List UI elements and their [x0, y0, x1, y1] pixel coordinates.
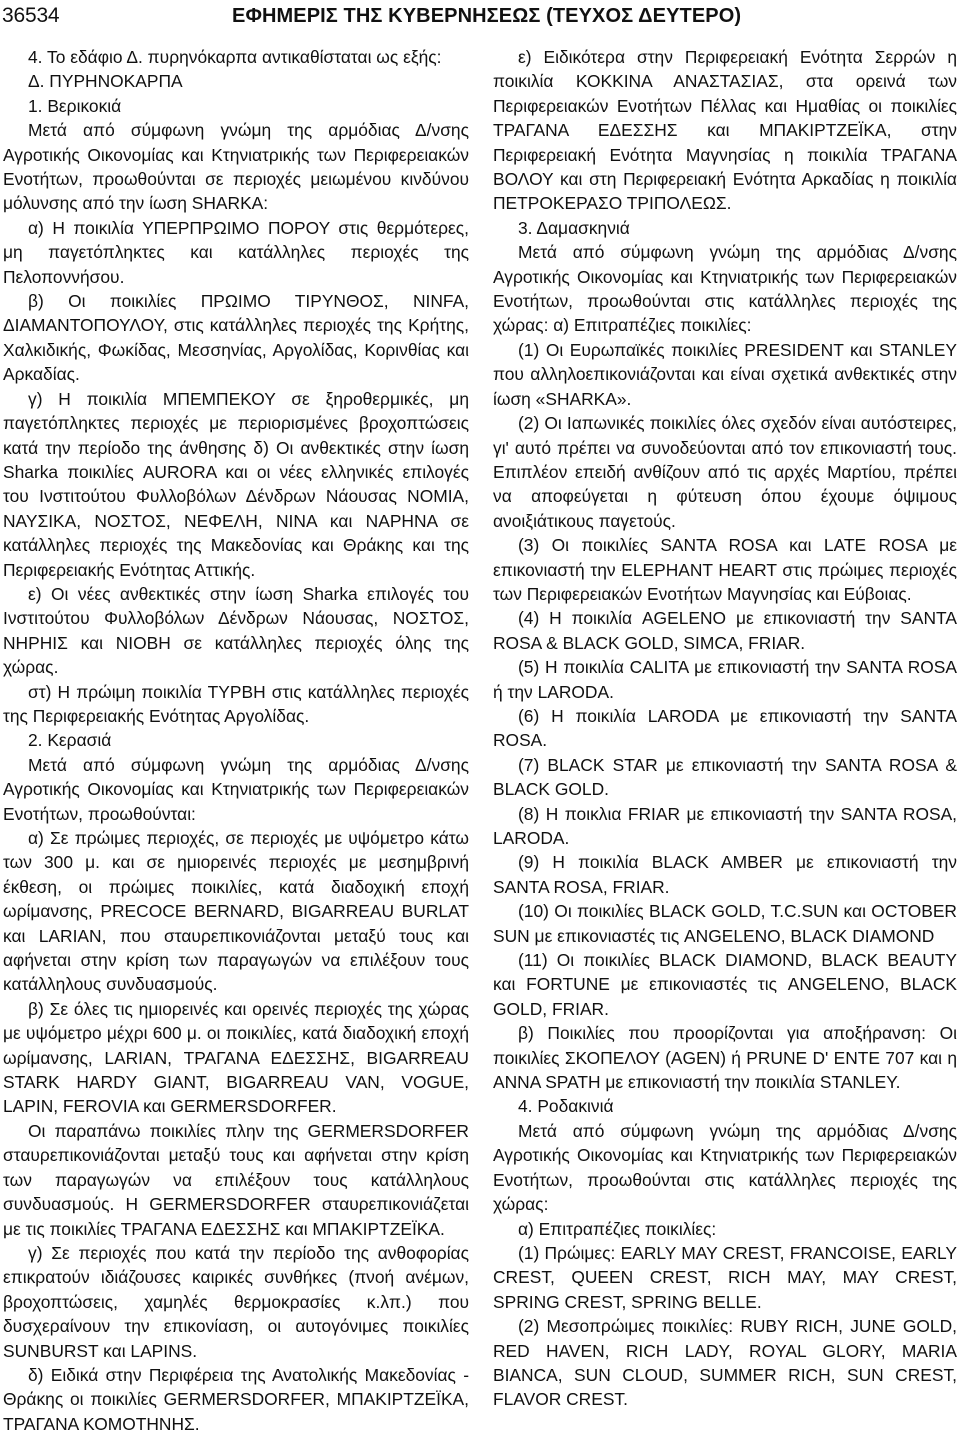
paragraph: 1. Βερικοκιά [28, 95, 122, 116]
paragraph: Δ. ΠΥΡΗΝΟΚΑΡΠΑ [28, 71, 183, 92]
paragraph: Μετά από σύμφωνη γνώμη της αρμόδιας Δ/νσης Αγροτικής Οικονομίας και Κτηνιατρικής των Περιφερειακών Ενοτήτων, προωθούνται: [3, 754, 469, 824]
paragraph: (2) Μεσοπρώιμες ποικιλίες: RUBY RICH, JUNE GOLD, RED HAVEN, RICH LADY, ROYAL GLORY, MARIA BIANCA, SUN CLOUD, SUMMER RICH, SUN CREST, FLAVOR CREST. [493, 1316, 957, 1410]
paragraph: β) Σε όλες τις ημιορεινές και ορεινές περιοχές της χώρας με υψόμετρο μέχρι 600 μ. οι ποικιλίες, κατά διαδοχική εποχή ωρίμανσης, LARIAN, ΤΡΑΓΑΝΑ ΕΔΕΣΣΗΣ, BIGARREAU STARK HARDY GIANT, BIGARREAU VAN, VOGUE, LAPIN, FEROVIA και GERMERSDORFER. [3, 998, 469, 1117]
paragraph: (10) Οι ποικιλίες BLACK GOLD, T.C.SUN και OCTOBER SUN με επικονιαστές τις ANGELENO, BLACK DIAMOND [493, 901, 957, 946]
paragraph: (8) Η ποικλια FRIAR με επικονιαστή την SANTA ROSA, LARODA. [493, 803, 957, 848]
paragraph: (1) Οι Ευρωπαϊκές ποικιλίες PRESIDENT και STANLEY που αλληλοεπικονιάζονται και είναι σχετικά ανθεκτικές στην ίωση «SHARKA». [493, 339, 957, 409]
paragraph: 4. Ροδακινιά [518, 1096, 614, 1117]
paragraph: ε) Οι νέες ανθεκτικές στην ίωση Sharka επιλογές του Ινστιτούτου Φυλλοβόλων Δένδρων Νάουσας, ΝΟΣΤΟΣ, ΝΗΡΗΙΣ και ΝΙΟΒΗ σε κατάλληλες περιοχές όλης της χώρας. [3, 583, 469, 678]
paragraph: (1) Πρώιμες: EARLY MAY CREST, FRANCOISE, EARLY CREST, QUEEN CREST, RICH MAY, MAY CREST, SPRING CREST, SPRING BELLE. [493, 1242, 957, 1312]
paragraph: στ) Η πρώιμη ποικιλία ΤΥΡΒΗ στις κατάλληλες περιοχές της Περιφερειακής Ενότητας Αργολίδας. [3, 681, 469, 726]
paragraph: (5) Η ποικιλία CALITA με επικονιαστή την SANTA ROSA ή την LARODA. [493, 657, 957, 702]
paragraph: γ) Η ποικιλία ΜΠΕΜΠΕΚΟΥ σε ξηροθερμικές, μη παγετόπληκτες περιοχές με περιορισμένες βροχοπτώσεις κατά την περίοδο της άνθησης δ) Οι ανθεκτικές στην ίωση Sharka ποικιλίες AURORA και οι νέες ελληνικές επιλογές του Ινστιτούτου Φυλλοβόλων Δένδρων Νάουσας ΝΟΜΙΑ, ΝΑΥΣΙΚΑ, ΝΟΣΤΟΣ, ΝΕΦΕΛΗ, ΝΙΝΑ και ΝΑΡΗΝΑ σε κατάλληλες περιοχές της Μακεδονίας και Θράκης και της Περιφερειακής Ενότητας Αττικής. [3, 388, 469, 580]
paragraph: (6) Η ποικιλία LARODA με επικονιαστή την SANTA ROSA. [493, 705, 957, 751]
journal-title: ΕΦΗΜΕΡΙΣ ΤΗΣ ΚΥΒΕΡΝΗΣΕΩΣ (ΤΕΥΧΟΣ ΔΕΥΤΕΡΟ) [232, 5, 742, 27]
paragraph: β) Οι ποικιλίες ΠΡΩΙΜΟ ΤΙΡΥΝΘΟΣ, NINFA, ΔΙΑΜΑΝΤΟΠΟΥΛΟΥ, στις κατάλληλες περιοχές της Κρήτης, Χαλκιδικής, Φωκίδας, Μεσσηνίας, Αργολίδας, Κορινθίας και Αρκαδίας. [3, 291, 469, 385]
left-column [3, 45, 469, 1436]
paragraph: α) Επιτραπέζιες ποικιλίες: [518, 1218, 717, 1239]
paragraph: 4. Το εδάφιο Δ. πυρηνόκαρπα αντικαθίσταται ως εξής: [28, 47, 442, 67]
paragraph: (3) Οι ποικιλίες SANTA ROSA και LATE ROSA με επικονιαστή την ELEPHANT HEART στις πρώιμες περιοχές των Περιφερειακών Ενοτήτων Μαγνησίας και Εύβοιας. [493, 535, 957, 604]
paragraph: (7) BLACK STAR με επικονιαστή την SANTA ROSA & BLACK GOLD. [493, 754, 957, 800]
paragraph: Οι παραπάνω ποικιλίες πλην της GERMERSDORFER σταυρεπικονιάζονται μεταξύ τους και αφήνεται στην κρίση των παραγωγών να επιλέξουν τους κατάλληλους συνδυασμούς. Η GERMERSDORFER σταυρεπικονιάζεται με τις ποικιλίες ΤΡΑΓΑΝΑ ΕΔΕΣΣΗΣ και ΜΠΑΚΙΡΤΖΕΪΚΑ. [3, 1120, 469, 1239]
paragraph: α) Η ποικιλία ΥΠΕΡΠΡΩΙΜΟ ΠΟΡΟΥ στις θερμότερες, μη παγετόπληκτες και κατάλληλες περιοχές της Πελοποννήσου. [3, 217, 469, 287]
paragraph: Μετά από σύμφωνη γνώμη της αρμόδιας Δ/νσης Αγροτικής Οικονομίας και Κτηνιατρικής των Περιφερειακών Ενοτήτων, προωθούνται σε περιοχές μειωμένου κινδύνου μόλυνσης από την ίωση SHARKA: [3, 120, 469, 214]
page-header [0, 0, 960, 32]
paragraph: Μετά από σύμφωνη γνώμη της αρμόδιας Δ/νσης Αγροτικής Οικονομίας και Κτηνιατρικής των Περιφερειακών Ενοτήτων, προωθούνται στις κατάλληλες περιοχές της χώρας: [493, 1120, 957, 1215]
paragraph: (9) Η ποικιλία BLACK AMBER με επικονιαστή την SANTA ROSA, FRIAR. [493, 852, 957, 897]
paragraph: (2) Οι Ιαπωνικές ποικιλίες όλες σχεδόν είναι αυτόστειρες, γι' αυτό πρέπει να συνοδεύονται από τον επικονιαστή τους. Επιπλέον επειδή ανθίζουν από τις αρχές Μαρτίου, πρέπει να αποφεύγεται η φύτευση όπου έχουμε όψιμους ανοιξιάτικους παγετούς. [493, 413, 957, 531]
paragraph: δ) Ειδικά στην Περιφέρεια της Ανατολικής Μακεδονίας - Θράκης οι ποικιλίες GERMERSDORFER, ΜΠΑΚΙΡΤΖΕΪΚΑ, ΤΡΑΓΑΝΑ ΚΟΜΟΤΗΝΗΣ. [3, 1364, 469, 1434]
right-column [493, 45, 957, 1412]
paragraph: 2. Κερασιά [28, 730, 112, 751]
paragraph: (11) Οι ποικιλίες BLACK DIAMOND, BLACK BEAUTY και FORTUNE με επικονιαστές τις ANGELENO, BLACK GOLD, FRIAR. [493, 950, 957, 1019]
paragraph: α) Σε πρώιμες περιοχές, σε περιοχές με υψόμετρο κάτω των 300 μ. και σε ημιορεινές περιοχές με μεσημβρινή έκθεση, οι πρώιμες ποικιλίες, κατά διαδοχική εποχή ωρίμανσης, PRECOCE BERNARD, BIGARREAU BURLAT και LARIAN, που σταυρεπικονιάζονται μεταξύ τους και αφήνεται στην κρίση των παραγωγών να επιλέξουν τους κατάλληλους συνδυασμούς. [3, 828, 469, 995]
paragraph: 3. Δαμασκηνιά [518, 217, 630, 238]
page-number: 36534 [2, 4, 60, 27]
paragraph: (4) Η ποικιλία AGELENO με επικονιαστή την SANTA ROSA & BLACK GOLD, SIMCA, FRIAR. [493, 608, 957, 653]
paragraph: ε) Ειδικότερα στην Περιφερειακή Ενότητα Σερρών η ποικιλία ΚΟΚΚΙΝΑ ΑΝΑΣΤΑΣΙΑΣ, στα ορεινά των Περιφερειακών Ενοτήτων Πέλλας και Ημαθίας οι ποικιλίες ΤΡΑΓΑΝΑ ΕΔΕΣΣΗΣ και ΜΠΑΚΙΡΤΖΕΪΚΑ, στην Περιφερειακή Ενότητα Μαγνησίας η ποικιλία ΤΡΑΓΑΝΑ ΒΟΛΟΥ και στη Περιφερειακή Ενότητα Αρκαδίας η ποικιλία ΠΕΤΡΟΚΕΡΑΣΟ ΤΡΙΠΟΛΕΩΣ. [493, 47, 957, 214]
paragraph: Μετά από σύμφωνη γνώμη της αρμόδιας Δ/νσης Αγροτικής Οικονομίας και Κτηνιατρικής των Περιφερειακών Ενοτήτων, προωθούνται στις κατάλληλες περιοχές της χώρας: α) Επιτραπέζιες ποικιλίες: [493, 242, 957, 336]
paragraph: γ) Σε περιοχές που κατά την περίοδο της ανθοφορίας επικρατούν ιδιάζουσες καιρικές συνθήκες (πνοή ανέμων, βροχοπτώσεις, χαμηλές θερμοκρασίες κ.λπ.) που δυσχεραίνουν την επικονίαση, οι αυτογόνιμες ποικιλίες SUNBURST και LAPINS. [3, 1242, 469, 1361]
paragraph: β) Ποικιλίες που προορίζονται για αποξήρανση: Οι ποικιλίες ΣΚΟΠΕΛΟΥ (AGEN) ή PRUNE D' ENTE 707 και η ANNA SPATH με επικονιαστή την ποικιλία STANLEY. [493, 1023, 957, 1093]
